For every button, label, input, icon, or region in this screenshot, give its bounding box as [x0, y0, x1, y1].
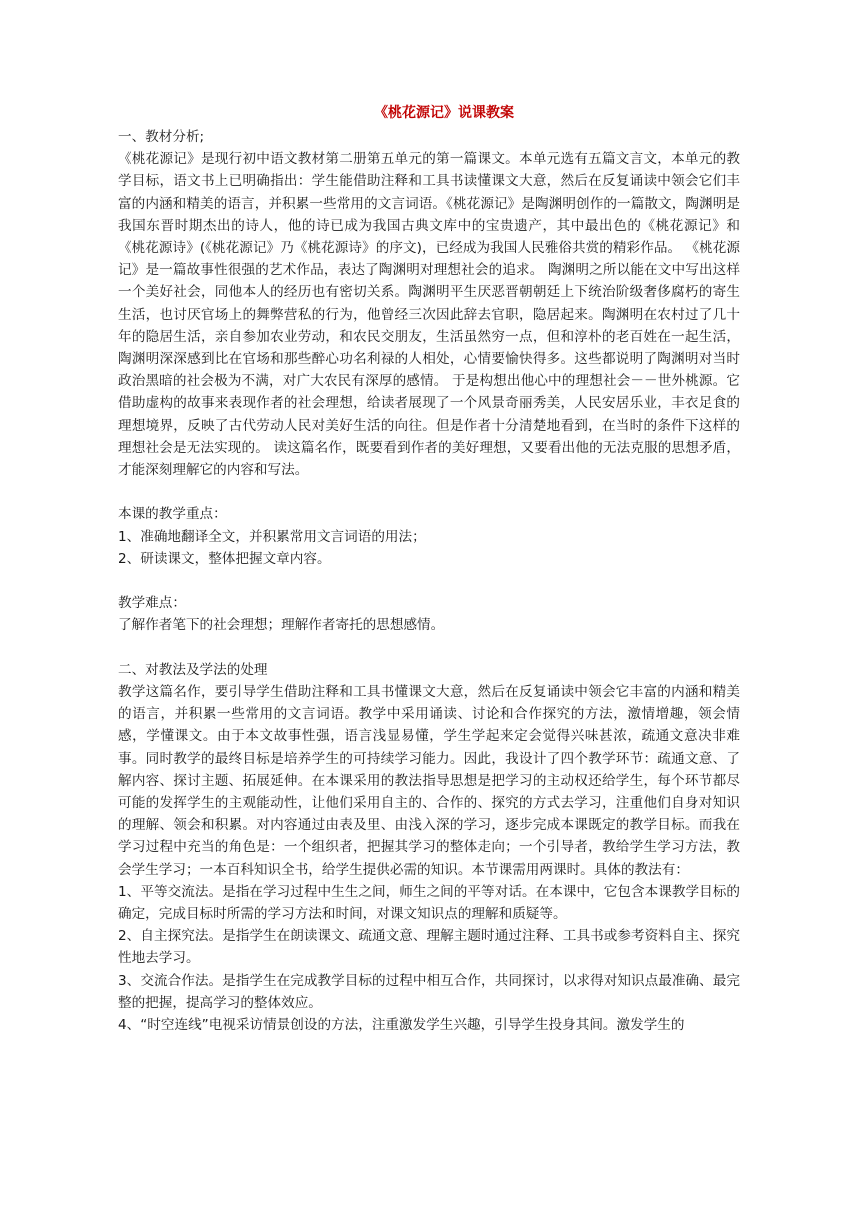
document-title: 《桃花源记》说课教案 — [374, 105, 514, 121]
section-heading-teaching-material: 一、教材分析; — [118, 129, 205, 145]
key-points-heading: 本课的教学重点： — [118, 506, 227, 523]
blank-line — [118, 481, 740, 503]
blank-line — [118, 637, 740, 659]
difficulty-text: 了解作者笔下的社会理想；理解作者寄托的思想感情。 — [118, 617, 445, 634]
method-item: 1、平等交流法。是指在学习过程中生生之间，师生之间的平等对话。在本课中，它包含本课教学目标的确定，完成目标时所需的学习方法和时间，对课文知识点的理解和质疑等。 — [118, 883, 740, 923]
section-heading-methods: 二、对教法及学法的处理 — [118, 661, 268, 678]
method-item: 4、“时空连线”电视采访情景创设的方法，注重激发学生兴趣，引导学生投身其间。激发学生的 — [118, 1017, 685, 1034]
method-item: 3、交流合作法。是指学生在完成教学目标的过程中相互合作，共同探讨，以求得对知识点最准确、最完整的把握，提高学习的整体效应。 — [118, 972, 740, 1011]
document-page — [118, 100, 740, 1036]
method-item: 2、自主探究法。是指学生在朗读课文、疏通文意、理解主题时通过注释、工具书或参考资料自主、探究性地去学习。 — [118, 928, 740, 967]
difficulty-heading: 教学难点： — [118, 595, 186, 612]
paragraph-teaching-material-analysis: 《桃花源记》是现行初中语文教材第二册第五单元的第一篇课文。本单元选有五篇文言文，本单元的教学目标，语文书上已明确指出：学生能借助注释和工具书读懂课文大意，然后在反复诵读中领会它们丰富的内涵和精美的语言，并积累一些常用的文言词语。《桃花源记》是陶渊明创作的一篇散文，陶渊明是我国东晋时期杰出的诗人，他的诗已成为我国古典文库中的宝贵遗产，其中最出色的《桃花源记》和《桃花源诗》(《桃花源记》乃《桃花源诗》的序文)，已经成为我国人民雅俗共赏的精彩作品。 《桃花源记》是一篇故事性很强的艺术作品，表达了陶渊明对理想社会的追求。 陶渊明之所以能在文中写出这样一个美好社会，同他本人的经历也有密切关系。陶渊明平生厌恶晋朝朝廷上下统治阶级奢侈腐朽的寄生生活，也讨厌官场上的舞弊营私的行为，他曾经三次因此辞去官职，隐居起来。陶渊明在农村过了几十年的隐居生活，亲自参加农业劳动，和农民交朋友，生活虽然穷一点，但和淳朴的老百姓在一起生活，陶渊明深深感到比在官场和那些醉心功名利禄的人相处，心情要愉快得多。这些都说明了陶渊明对当时政治黑暗的社会极为不满，对广大农民有深厚的感情。 于是构想出他心中的理想社会－－世外桃源。它借助虚构的故事来表现作者的社会理想，给读者展现了一个风景奇丽秀美，人民安居乐业，丰衣足食的理想境界，反映了古代劳动人民对美好生活的向往。但是作者十分清楚地看到，在当时的条件下这样的理想社会是无法实现的。 读这篇名作，既要看到作者的美好理想，又要看出他的无法克服的思想矛盾，才能深刻理解它的内容和写法。 — [118, 151, 740, 479]
blank-line — [118, 570, 740, 592]
key-point-item: 1、准确地翻译全文，并积累常用文言词语的用法； — [118, 528, 426, 545]
key-point-item: 2、研读课文，整体把握文章内容。 — [118, 550, 331, 567]
paragraph-methods-intro: 教学这篇名作，要引导学生借助注释和工具书懂课文大意，然后在反复诵读中领会它丰富的内涵和精美的语言，并积累一些常用的文言词语。教学中采用诵读、讨论和合作探究的方法，激情增趣，领会情感，学懂课文。由于本文故事性强，语言浅显易懂，学生学起来定会觉得兴味甚浓，疏通文意决非难事。同时教学的最终目标是培养学生的可持续学习能力。因此，我设计了四个教学环节：疏通文意、了解内容、探讨主题、拓展延伸。在本课采用的教法指导思想是把学习的主动权还给学生，每个环节都尽可能的发挥学生的主观能动性，让他们采用自主的、合作的、探究的方式去学习，注重他们自身对知识的理解、领会和积累。对内容通过由表及里、由浅入深的学习，逐步完成本课既定的教学目标。而我在学习过程中充当的角色是：一个组织者，把握其学习的整体走向；一个引导者，教给学生学习方法，教会学生学习；一本百科知识全书，给学生提供必需的知识。本节课需用两课时。具体的教法有： — [118, 684, 740, 878]
